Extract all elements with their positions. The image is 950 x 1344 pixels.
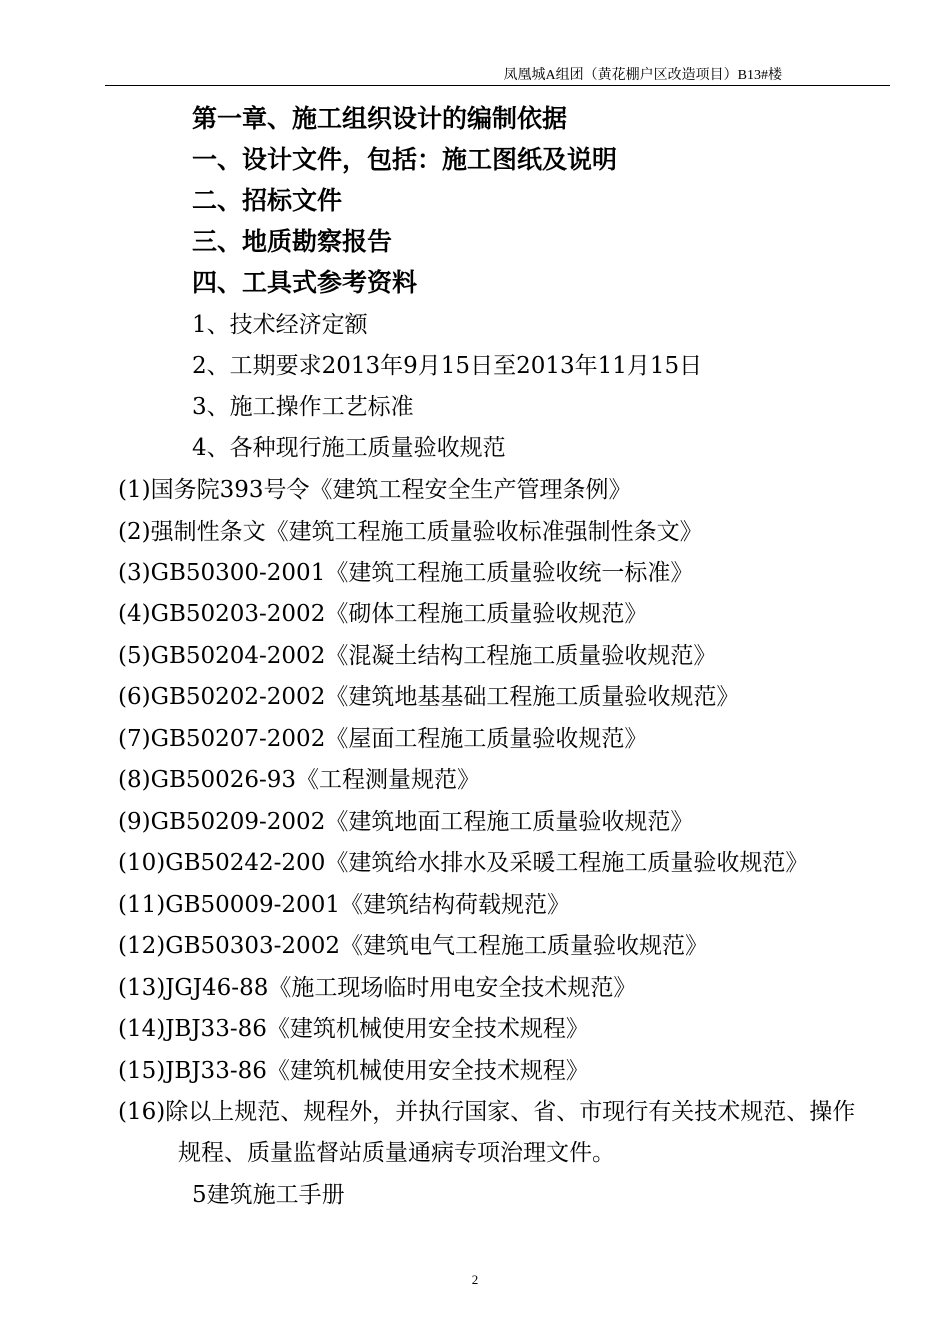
numbered-item: 2、工期要求2013年9月15日至2013年11月15日 — [192, 353, 703, 379]
page-number: 2 — [471, 1272, 479, 1287]
section-heading: 二、招标文件 — [192, 186, 343, 215]
regulation-item: (3)GB50300-2001《建筑工程施工质量验收统一标准》 — [118, 560, 694, 586]
chapter-title: 第一章、施工组织设计的编制依据 — [192, 104, 568, 133]
regulation-item: (10)GB50242-200《建筑给水排水及采暖工程施工质量验收规范》 — [118, 850, 809, 876]
regulation-item: (14)JBJ33-86《建筑机械使用安全技术规程》 — [118, 1016, 589, 1042]
regulation-item: (9)GB50209-2002《建筑地面工程施工质量验收规范》 — [118, 809, 694, 835]
section-heading: 一、设计文件，包括：施工图纸及说明 — [192, 145, 618, 174]
section-heading: 四、工具式参考资料 — [192, 268, 418, 297]
regulation-item: (12)GB50303-2002《建筑电气工程施工质量验收规范》 — [118, 933, 708, 959]
regulation-item: (16)除以上规范、规程外，并执行国家、省、市现行有关技术规范、操作 — [118, 1099, 856, 1125]
regulation-item: (4)GB50203-2002《砌体工程施工质量验收规范》 — [118, 601, 648, 627]
regulation-item: (5)GB50204-2002《混凝土结构工程施工质量验收规范》 — [118, 643, 717, 669]
regulation-item: (11)GB50009-2001《建筑结构荷载规范》 — [118, 892, 570, 918]
header-title: 凤凰城A组团（黄花棚户区改造项目）B13#楼 — [503, 68, 782, 83]
section-heading: 三、地质勘察报告 — [192, 227, 393, 256]
numbered-item: 3、施工操作工艺标准 — [192, 394, 414, 420]
regulation-item: (7)GB50207-2002《屋面工程施工质量验收规范》 — [118, 726, 648, 752]
regulation-item-continuation: 规程、质量监督站质量通病专项治理文件。 — [178, 1140, 615, 1166]
header-rule — [105, 85, 890, 86]
numbered-item: 1、技术经济定额 — [192, 312, 368, 338]
numbered-item: 5建筑施工手册 — [192, 1182, 345, 1208]
regulation-item: (8)GB50026-93《工程测量规范》 — [118, 767, 481, 793]
regulation-item: (1)国务院393号令《建筑工程安全生产管理条例》 — [118, 477, 632, 503]
regulation-item: (6)GB50202-2002《建筑地基基础工程施工质量验收规范》 — [118, 684, 740, 710]
numbered-item: 4、各种现行施工质量验收规范 — [192, 435, 506, 461]
regulation-item: (13)JGJ46-88《施工现场临时用电安全技术规范》 — [118, 975, 637, 1001]
regulation-item: (2)强制性条文《建筑工程施工质量验收标准强制性条文》 — [118, 519, 703, 545]
regulation-item: (15)JBJ33-86《建筑机械使用安全技术规程》 — [118, 1058, 589, 1084]
